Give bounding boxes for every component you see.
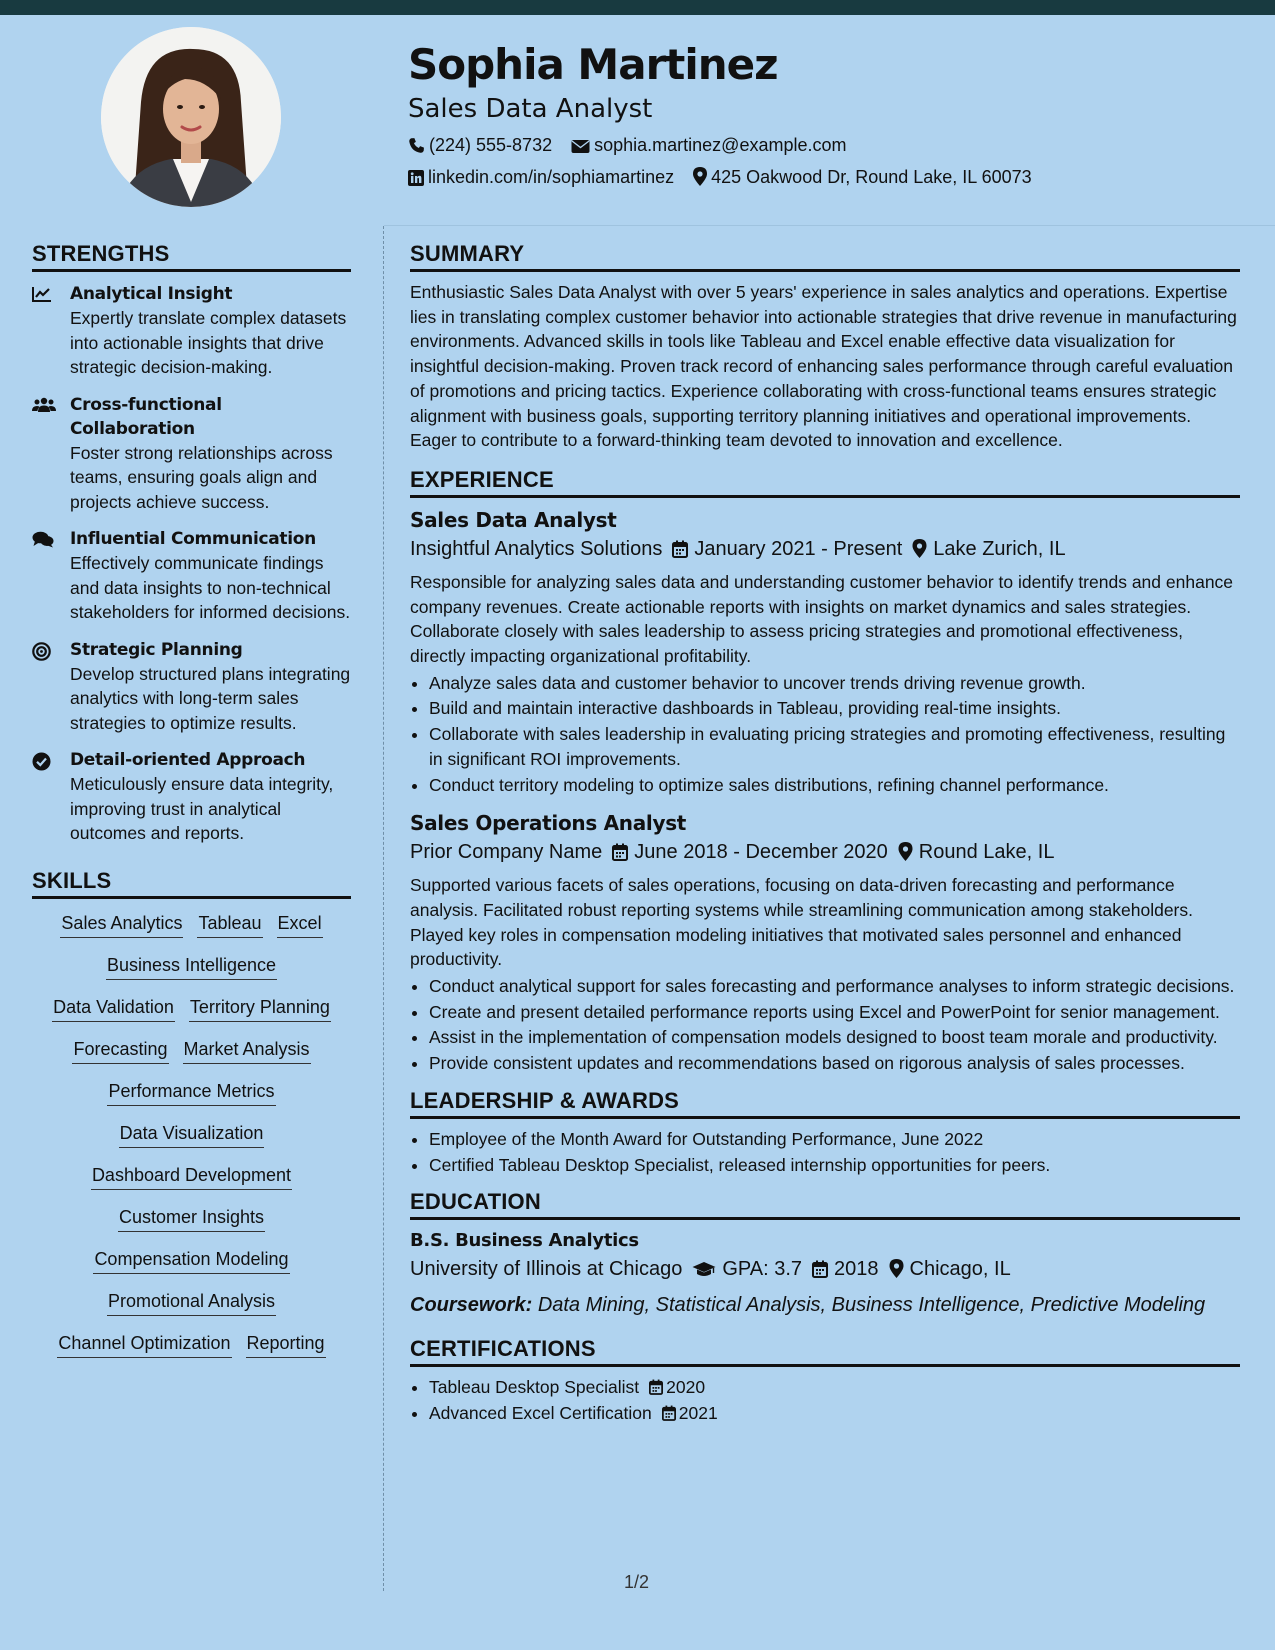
skill-tag: Tableau [197, 913, 262, 938]
strength-desc: Meticulously ensure data integrity, improving trust in analytical outcomes and reports. [70, 774, 334, 843]
job-description: Responsible for analyzing sales data and understanding customer behavior to identify trends and enhance company revenues. Create actionable reports with insights on market dynamics and sales strategies. Collaborate closely with sales leadership to assess pricing strategies and promotional effectiveness, directly impacting organizational profitability. [410, 571, 1234, 667]
job-title: Sales Data Analyst [410, 507, 617, 532]
cert-year: 2021 [678, 1402, 718, 1423]
education-meta [410, 1254, 1240, 1284]
map-marker-icon [898, 842, 913, 861]
skill-tag: Forecasting [72, 1039, 168, 1064]
calendar-icon [672, 540, 688, 558]
strength-title: Detail-oriented Approach [70, 750, 306, 770]
education-year: 2018 [834, 1258, 879, 1281]
map-marker-icon [693, 167, 707, 186]
candidate-name: Sophia Martinez [408, 40, 778, 89]
skill-tag: Market Analysis [183, 1039, 311, 1064]
job-company: Insightful Analytics Solutions [410, 537, 663, 560]
phone-text: (224) 555-8732 [429, 135, 553, 155]
contact-row-1 [408, 135, 861, 156]
experience-heading: EXPERIENCE [410, 467, 1240, 498]
strengths-heading: STRENGTHS [32, 241, 351, 272]
calendar-icon [612, 843, 628, 861]
awards-heading: LEADERSHIP & AWARDS [410, 1088, 1240, 1119]
linkedin-text: linkedin.com/in/sophiamartinez [428, 167, 675, 187]
phone-icon [408, 137, 425, 154]
list-item: • Analyze sales data and customer behavior to uncover trends driving revenue growth. [429, 671, 1240, 696]
skill-tag: Sales Analytics [60, 913, 183, 938]
strength-title: Analytical Insight [70, 284, 233, 304]
strength-title: Cross-functional Collaboration [70, 394, 222, 439]
skills-list [32, 909, 351, 1358]
map-marker-icon [912, 539, 927, 558]
list-item: • Conduct territory modeling to optimize sales distributions, refining channel performance. [429, 773, 1240, 798]
comments-icon [32, 531, 54, 548]
education-location: Chicago, IL [909, 1258, 1011, 1281]
job-dates: January 2021 - Present [694, 537, 903, 560]
list-item: • Employee of the Month Award for Outstanding Performance, June 2022 [429, 1127, 1240, 1152]
skill-tag: Data Validation [52, 997, 175, 1022]
summary-text: Enthusiastic Sales Data Analyst with over 5 years' experience in sales analytics and operations. Expertise lies in translating complex customer behavior into actionable strategies that drive revenue in manufacturing environments. Advanced skills in tools like Tableau and Excel enable effective data visualization for insightful decision-making. Proven track record of enhancing sales performance through careful evaluation of promotions and pricing tactics. Experience collaborating with cross-functional teams ensures strategic alignment with business goals, supporting territory planning initiatives and operational improvements. Eager to contribute to a forward-thinking team devoted to innovation and excellence. [410, 282, 1237, 451]
address-contact [693, 167, 1032, 188]
skill-tag: Business Intelligence [106, 955, 277, 980]
email-contact[interactable] [571, 135, 846, 156]
skill-tag: Excel [277, 913, 323, 938]
list-item: • Certified Tableau Desktop Specialist, released internship opportunities for peers. [429, 1153, 1240, 1178]
profile-photo [101, 27, 281, 207]
job-meta [410, 534, 1240, 564]
coursework-text: Data Mining, Statistical Analysis, Business Intelligence, Predictive Modeling [537, 1294, 1206, 1317]
page-number: 1/2 [624, 1572, 650, 1592]
list-item: • Assist in the implementation of compensation models designed to boost team morale and productivity. [429, 1025, 1240, 1050]
envelope-icon [571, 139, 590, 154]
strength-desc: Foster strong relationships across teams, ensuring goals align and projects achieve success. [70, 442, 333, 512]
job-location: Lake Zurich, IL [933, 537, 1066, 560]
skill-tag: Compensation Modeling [93, 1249, 289, 1274]
linkedin-contact[interactable] [408, 167, 674, 188]
list-item: • Collaborate with sales leadership in evaluating pricing strategies and promoting effectiveness, resulting in significant ROI improvements. [429, 722, 1240, 771]
job-bullets [410, 974, 1240, 1076]
job-description: Supported various facets of sales operations, focusing on data-driven forecasting and performance analysis. Facilitated robust reporting systems while streamlining communication among stakeholders. Played key roles in compensation modeling initiatives that motivated sales personnel and enhanced productivity. [410, 875, 1193, 970]
map-marker-icon [889, 1259, 904, 1278]
job-title: Sales Operations Analyst [410, 811, 687, 836]
right-column [410, 241, 1240, 1438]
strength-desc: Expertly translate complex datasets into actionable insights that drive strategic decision-making. [70, 308, 347, 377]
skills-heading: SKILLS [32, 868, 351, 899]
check-circle-icon [32, 752, 51, 771]
calendar-icon [662, 1405, 676, 1421]
list-item: • Provide consistent updates and recommendations based on rigorous analysis of sales processes. [429, 1051, 1240, 1076]
strengths-list [32, 282, 351, 846]
strength-desc: Effectively communicate findings and data insights to non-technical stakeholders for informed decisions. [70, 553, 351, 622]
skill-tag: Dashboard Development [91, 1165, 292, 1190]
job-entry [410, 506, 1240, 797]
strength-title: Influential Communication [70, 529, 316, 549]
certifications-list [410, 1375, 1240, 1425]
candidate-title: Sales Data Analyst [408, 94, 653, 124]
users-icon [32, 397, 56, 413]
job-bullets [410, 671, 1240, 798]
column-divider [383, 226, 384, 1591]
list-item [429, 1401, 1240, 1426]
education-gpa: GPA: 3.7 [722, 1258, 803, 1281]
top-accent-bar [0, 0, 1275, 15]
address-text: 425 Oakwood Dr, Round Lake, IL 60073 [711, 167, 1032, 187]
job-dates: June 2018 - December 2020 [634, 841, 888, 864]
strength-item [32, 638, 351, 736]
linkedin-icon [408, 170, 424, 186]
chart-line-icon [32, 286, 52, 302]
skill-tag: Promotional Analysis [107, 1291, 276, 1316]
cert-year: 2020 [666, 1377, 706, 1398]
job-meta [410, 837, 1240, 867]
header-divider [384, 225, 1275, 226]
education-coursework [410, 1290, 1240, 1320]
list-item [429, 1375, 1240, 1400]
list-item: • Conduct analytical support for sales forecasting and performance analyses to inform strategic decisions. [429, 974, 1240, 999]
bullseye-icon [32, 642, 51, 661]
list-item: • Build and maintain interactive dashboards in Tableau, providing real-time insights. [429, 696, 1240, 721]
education-degree: B.S. Business Analytics [410, 1230, 639, 1252]
strength-item [32, 282, 351, 380]
job-company: Prior Company Name [410, 841, 603, 864]
strength-title: Strategic Planning [70, 639, 243, 660]
job-entry [410, 809, 1240, 1076]
strength-desc: Develop structured plans integrating analytics with long-term sales strategies to optimize results. [70, 663, 351, 733]
cert-name: Advanced Excel Certification [429, 1402, 652, 1423]
calendar-icon [812, 1260, 828, 1278]
strength-item [32, 748, 351, 846]
certifications-heading: CERTIFICATIONS [410, 1336, 1240, 1367]
skill-tag: Performance Metrics [107, 1081, 275, 1106]
skill-tag: Customer Insights [118, 1207, 265, 1232]
education-school: University of Illinois at Chicago [410, 1258, 683, 1281]
strength-item [32, 527, 351, 625]
list-item: • Create and present detailed performance reports using Excel and PowerPoint for senior management. [429, 1000, 1240, 1025]
education-heading: EDUCATION [410, 1189, 1240, 1220]
calendar-icon [649, 1379, 663, 1395]
job-location: Round Lake, IL [918, 841, 1055, 864]
email-text: sophia.martinez@example.com [594, 135, 847, 155]
phone-contact[interactable] [408, 135, 552, 156]
strength-item [32, 393, 351, 515]
summary-heading: SUMMARY [410, 241, 1240, 272]
cert-name: Tableau Desktop Specialist [429, 1377, 640, 1398]
left-column [32, 241, 351, 1375]
skill-tag: Reporting [246, 1333, 326, 1358]
skill-tag: Territory Planning [189, 997, 331, 1022]
contact-row-2 [408, 167, 1046, 188]
coursework-label: Coursework: [410, 1294, 533, 1317]
skill-tag: Channel Optimization [57, 1333, 231, 1358]
awards-list [410, 1127, 1240, 1177]
graduation-cap-icon [692, 1261, 716, 1278]
skill-tag: Data Visualization [119, 1123, 265, 1148]
